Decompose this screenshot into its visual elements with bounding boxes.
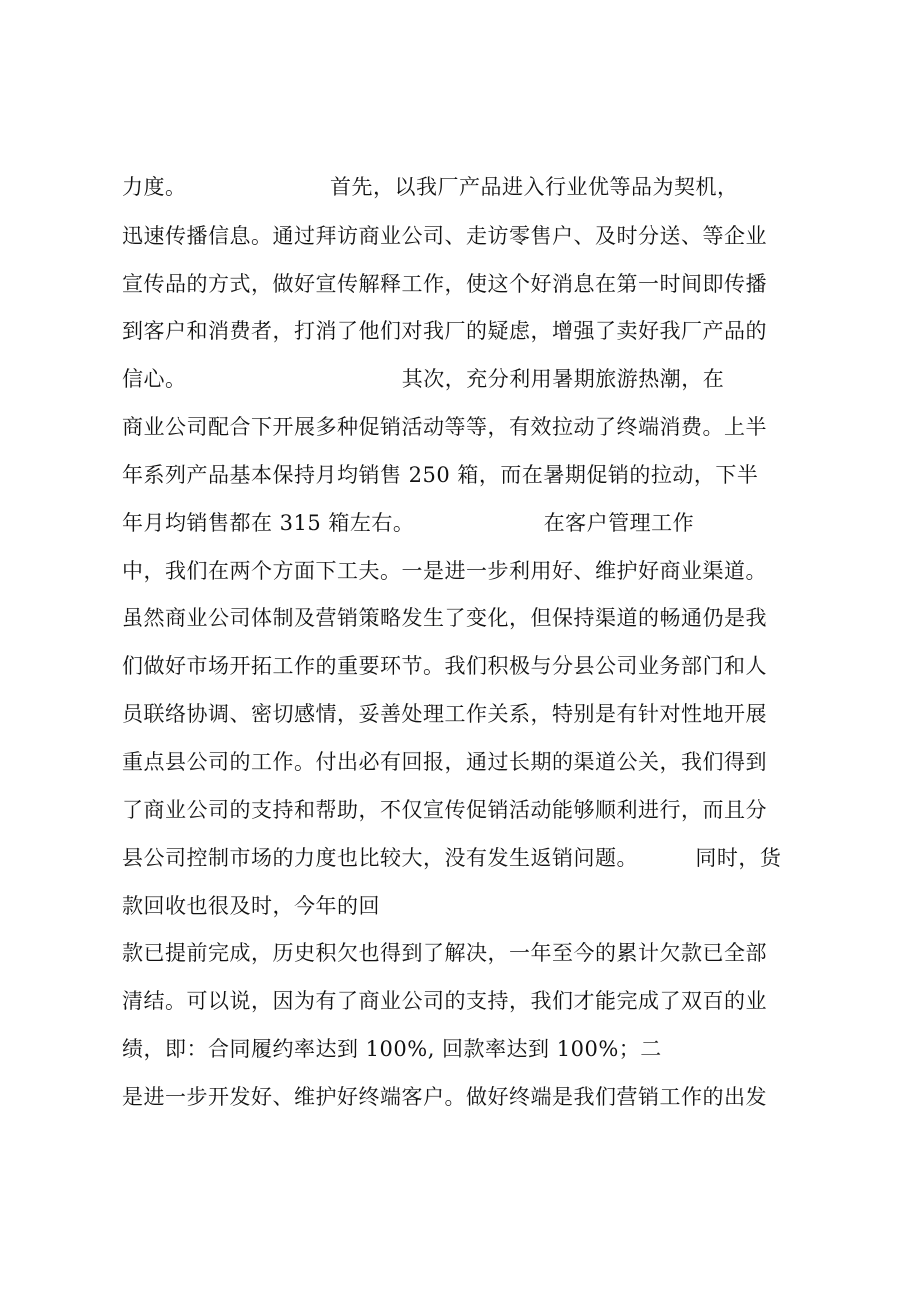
text-line: 中，我们在两个方面下工夫。一是进一步利用好、维护好商业渠道。 xyxy=(122,559,767,583)
text-line: 迅速传播信息。通过拜访商业公司、走访零售户、及时分送、等企业 xyxy=(122,224,767,248)
text-line: 虽然商业公司体制及营销策略发生了变化，但保持渠道的畅通仍是我 xyxy=(122,606,767,630)
text-line: 们做好市场开拓工作的重要环节。我们积极与分县公司业务部门和人 xyxy=(122,654,767,678)
text-line: 力度。 首先，以我厂产品进入行业优等品为契机， xyxy=(122,175,739,199)
text-line: 是进一步开发好、维护好终端客户。做好终端是我们营销工作的出发 xyxy=(122,1085,767,1109)
text-line: 款回收也很及时，今年的回 xyxy=(122,894,380,918)
text-line: 年月均销售都在 315 箱左右。 在客户管理工作 xyxy=(122,511,695,535)
text-line: 信心。 其次，充分利用暑期旅游热潮，在 xyxy=(122,367,725,391)
text-line: 清结。可以说，因为有了商业公司的支持，我们才能完成了双百的业 xyxy=(122,989,767,1013)
text-line: 了商业公司的支持和帮助，不仅宣传促销活动能够顺利进行，而且分 xyxy=(122,798,767,822)
text-line: 重点县公司的工作。付出必有回报，通过长期的渠道公关，我们得到 xyxy=(122,750,767,774)
text-line: 员联络协调、密切感情，妥善处理工作关系，特别是有针对性地开展 xyxy=(122,702,767,726)
text-line: 绩，即：合同履约率达到 100%, 回款率达到 100%；二 xyxy=(122,1037,662,1061)
text-line: 宣传品的方式，做好宣传解释工作，使这个好消息在第一时间即传播 xyxy=(122,272,767,296)
text-line: 款已提前完成，历史积欠也得到了解决，一年至今的累计欠款已全部 xyxy=(122,941,767,965)
text-line: 商业公司配合下开展多种促销活动等等，有效拉动了终端消费。上半 xyxy=(122,415,767,439)
text-line: 年系列产品基本保持月均销售 250 箱，而在暑期促销的拉动，下半 xyxy=(122,463,759,487)
text-line: 县公司控制市场的力度也比较大，没有发生返销问题。 同时，货 xyxy=(122,846,782,870)
text-line: 到客户和消费者，打消了他们对我厂的疑虑，增强了卖好我厂产品的 xyxy=(122,319,767,343)
